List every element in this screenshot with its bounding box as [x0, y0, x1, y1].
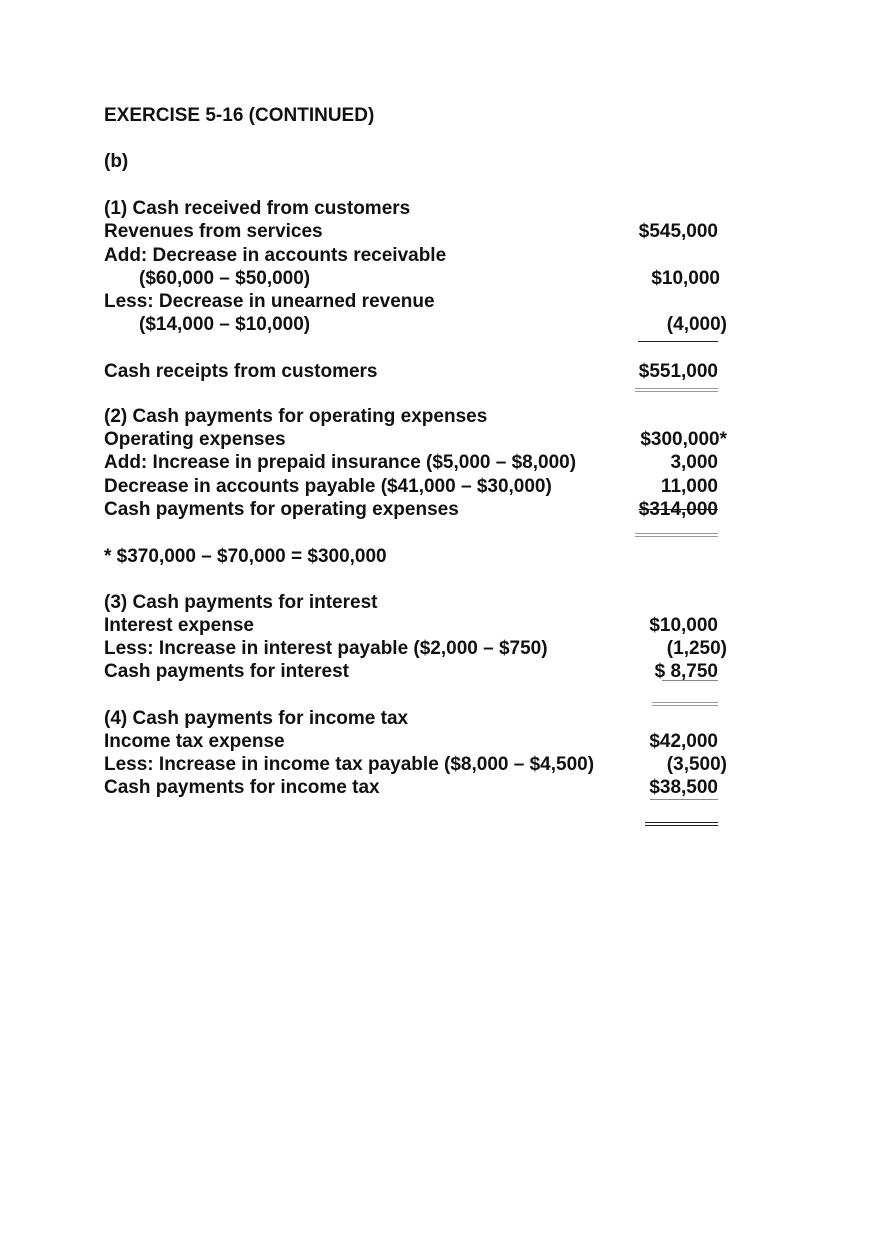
double-rule [652, 702, 718, 706]
row-label: Less: Increase in income tax payable ($8,000 – $4,500) [104, 754, 595, 775]
section-2-heading: (2) Cash payments for operating expenses [104, 406, 488, 427]
total-label: Cash payments for operating expenses [104, 499, 459, 520]
row-value: (1,250) [666, 638, 727, 659]
row-label: Interest expense [104, 615, 254, 636]
row-label: Less: Increase in interest payable ($2,000 – $750) [104, 638, 548, 659]
row-label: Operating expenses [104, 429, 286, 450]
row-value: $545,000 [638, 221, 718, 242]
underline-rule [662, 680, 718, 681]
row-label-detail: ($14,000 – $10,000) [139, 314, 311, 335]
double-rule [645, 822, 718, 826]
row-value: 3,000 [670, 452, 718, 473]
total-value: $314,000 [638, 499, 718, 520]
row-label: Revenues from services [104, 221, 323, 242]
row-label: Decrease in accounts payable ($41,000 – $30,000) [104, 476, 552, 497]
exercise-title: EXERCISE 5-16 (CONTINUED) [104, 105, 375, 126]
row-value: (3,500) [666, 754, 727, 775]
row-value: 11,000 [660, 476, 718, 497]
row-label-detail: ($60,000 – $50,000) [139, 268, 311, 289]
total-value: $551,000 [638, 361, 718, 382]
double-rule [635, 388, 718, 392]
part-label: (b) [104, 151, 129, 172]
row-label: Add: Decrease in accounts receivable [104, 245, 447, 266]
total-value: $ 8,750 [654, 661, 718, 682]
footnote: * $370,000 – $70,000 = $300,000 [104, 546, 387, 567]
double-rule [635, 533, 718, 537]
total-label: Cash payments for interest [104, 661, 349, 682]
row-value: $10,000 [651, 268, 720, 289]
section-3-heading: (3) Cash payments for interest [104, 592, 378, 613]
row-value: $300,000* [640, 429, 727, 450]
total-label: Cash payments for income tax [104, 777, 380, 798]
section-1-heading: (1) Cash received from customers [104, 198, 411, 219]
total-label: Cash receipts from customers [104, 361, 378, 382]
section-4-heading: (4) Cash payments for income tax [104, 708, 409, 729]
row-value: $42,000 [649, 731, 718, 752]
total-value: $38,500 [649, 777, 718, 798]
subtotal-rule [638, 341, 718, 342]
row-label: Less: Decrease in unearned revenue [104, 291, 435, 312]
row-label: Add: Increase in prepaid insurance ($5,000 – $8,000) [104, 452, 577, 473]
row-value: (4,000) [666, 314, 727, 335]
underline-rule [650, 799, 718, 800]
row-label: Income tax expense [104, 731, 285, 752]
row-value: $10,000 [649, 615, 718, 636]
